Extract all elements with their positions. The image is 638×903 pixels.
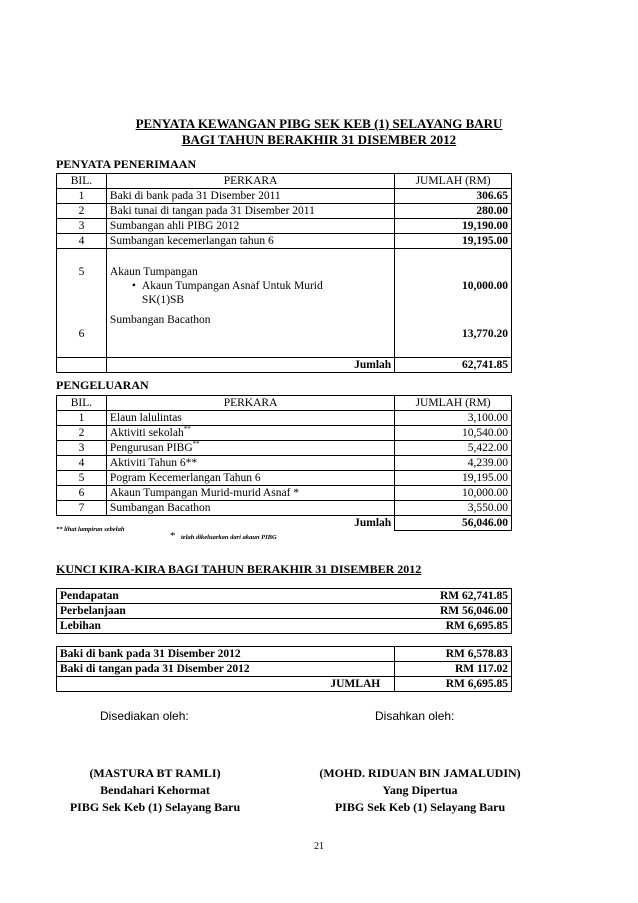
row-no: 4 xyxy=(57,234,107,249)
row-no: 6 xyxy=(78,328,85,340)
right-org: PIBG Sek Keb (1) Selayang Baru xyxy=(334,800,506,814)
row-no: 2 xyxy=(57,426,107,441)
total-amount: RM 6,695.85 xyxy=(395,677,512,692)
row-amount: 3,550.00 xyxy=(395,501,512,516)
total-label: Jumlah xyxy=(106,516,394,531)
row-amount: 19,195.00 xyxy=(395,234,512,249)
table-row xyxy=(57,662,512,677)
row-amount: 10,540.00 xyxy=(395,426,512,441)
prepared-by-label: Disediakan oleh: xyxy=(100,709,189,723)
row-item: Elaun lalulintas xyxy=(106,411,394,426)
row-no: 5 xyxy=(57,471,107,486)
table-row xyxy=(57,619,512,634)
table-row xyxy=(57,189,512,204)
balances-table xyxy=(56,646,512,692)
receipts-header-row xyxy=(57,174,512,189)
balance-label: Baki di bank pada 31 Disember 2012 xyxy=(57,647,395,662)
table-row xyxy=(57,486,512,501)
table-row xyxy=(57,501,512,516)
balance-amount: RM 117.02 xyxy=(395,662,512,677)
table-row xyxy=(57,411,512,426)
total-amount: 56,046.00 xyxy=(395,516,512,531)
row-no: 6 xyxy=(57,486,107,501)
summary-label: Lebihan xyxy=(57,619,395,634)
row-no: 3 xyxy=(57,441,107,456)
row-amount: 5,422.00 xyxy=(395,441,512,456)
table-row xyxy=(57,456,512,471)
balance-label: Baki di tangan pada 31 Disember 2012 xyxy=(57,662,395,677)
col-header-bil: BIL. xyxy=(57,174,107,189)
summary-label: Pendapatan xyxy=(57,589,395,604)
receipts-total-row xyxy=(57,358,512,373)
total-amount: 62,741.85 xyxy=(395,358,512,373)
row-amount: 10,000.00 xyxy=(462,280,508,292)
bullet-icon: • xyxy=(131,280,136,292)
row-item: Aktiviti sekolah** xyxy=(106,426,394,441)
table-row xyxy=(57,471,512,486)
row-item: Akaun Tumpangan Murid-murid Asnaf * xyxy=(106,486,394,501)
row-item: Akaun Tumpangan xyxy=(109,266,198,278)
table-row xyxy=(57,589,512,604)
row-no: 1 xyxy=(57,411,107,426)
row-amount: 13,770.20 xyxy=(462,328,508,340)
row-item: Baki di bank pada 31 Disember 2011 xyxy=(106,189,394,204)
left-role: Bendahari Kehormat xyxy=(100,783,210,797)
row-amount: 10,000.00 xyxy=(395,486,512,501)
table-row xyxy=(57,604,512,619)
expenses-table xyxy=(56,395,512,531)
row-amount: 19,190.00 xyxy=(395,219,512,234)
row-item: Sumbangan kecemerlangan tahun 6 xyxy=(106,234,394,249)
col-header-jumlah: JUMLAH (RM) xyxy=(395,174,512,189)
page-number: 21 xyxy=(314,841,324,852)
left-org: PIBG Sek Keb (1) Selayang Baru xyxy=(69,800,241,814)
col-header-perkara: PERKARA xyxy=(106,174,394,189)
row-item: Sumbangan ahli PIBG 2012 xyxy=(106,219,394,234)
right-name: (MOHD. RIDUAN BIN JAMALUDIN) xyxy=(319,766,521,780)
row-subitem-cont: SK(1)SB xyxy=(141,294,185,306)
table-row xyxy=(57,647,512,662)
table-row xyxy=(57,204,512,219)
table-row xyxy=(57,441,512,456)
footnote-mark: ** xyxy=(183,425,191,434)
approved-by-label: Disahkan oleh: xyxy=(375,709,455,723)
row-no: 7 xyxy=(57,501,107,516)
summary-table xyxy=(56,588,512,634)
expenses-heading: PENGELUARAN xyxy=(56,378,149,392)
summary-amount: RM 62,741.85 xyxy=(395,589,512,604)
row-no: 4 xyxy=(57,456,107,471)
left-name: (MASTURA BT RAMLI) xyxy=(89,766,221,780)
document-title-line1: PENYATA KEWANGAN PIBG SEK KEB (1) SELAYANG BARU xyxy=(135,116,503,131)
row-amount: 3,100.00 xyxy=(395,411,512,426)
col-header-jumlah: JUMLAH (RM) xyxy=(395,396,512,411)
row-no: 2 xyxy=(57,204,107,219)
table-row xyxy=(57,219,512,234)
footnote-star: * xyxy=(170,530,176,542)
summary-amount: RM 6,695.85 xyxy=(395,619,512,634)
receipts-table xyxy=(56,173,512,373)
row-item: Sumbangan Bacathon xyxy=(106,501,394,516)
row-amount: 306.65 xyxy=(395,189,512,204)
footnote-mark: ** xyxy=(192,440,200,449)
balance-amount: RM 6,578.83 xyxy=(395,647,512,662)
row-no: 1 xyxy=(57,189,107,204)
row-item: Baki tunai di tangan pada 31 Disember 2011 xyxy=(106,204,394,219)
signatory-left xyxy=(40,765,270,816)
row-amount: 4,239.00 xyxy=(395,456,512,471)
signatory-right xyxy=(290,765,550,816)
row-no: 3 xyxy=(57,219,107,234)
row-item: Pogram Kecemerlangan Tahun 6 xyxy=(106,471,394,486)
row-amount: 19,195.00 xyxy=(395,471,512,486)
expenses-total-row xyxy=(57,516,512,531)
expenses-header-row xyxy=(57,396,512,411)
document-title-line2: BAGI TAHUN BERAKHIR 31 DISEMBER 2012 xyxy=(181,132,457,147)
summary-label: Perbelanjaan xyxy=(57,604,395,619)
footnote-lampiran: ** lihat lampiran sebelah xyxy=(56,526,125,533)
row-item: Aktiviti Tahun 6** xyxy=(106,456,394,471)
balances-total-row xyxy=(57,677,512,692)
row-item: Pengurusan PIBG** xyxy=(106,441,394,456)
total-label: JUMLAH xyxy=(57,677,395,692)
row-item: Sumbangan Bacathon xyxy=(109,314,211,326)
summary-amount: RM 56,046.00 xyxy=(395,604,512,619)
table-row xyxy=(57,234,512,249)
col-header-perkara: PERKARA xyxy=(106,396,394,411)
summary-heading: KUNCI KIRA-KIRA BAGI TAHUN BERAKHIR 31 DISEMBER 2012 xyxy=(56,562,422,576)
table-row xyxy=(57,249,512,358)
right-role: Yang Dipertua xyxy=(382,783,458,797)
row-no: 5 xyxy=(78,266,85,278)
footnote-akaun: telah dikeluarkan dari akaun PIBG xyxy=(181,534,277,541)
receipts-heading: PENYATA PENERIMAAN xyxy=(56,157,197,171)
col-header-bil: BIL. xyxy=(57,396,107,411)
row-subitem: Akaun Tumpangan Asnaf Untuk Murid xyxy=(141,280,323,292)
row-amount: 280.00 xyxy=(395,204,512,219)
total-label: Jumlah xyxy=(106,358,394,373)
table-row xyxy=(57,426,512,441)
